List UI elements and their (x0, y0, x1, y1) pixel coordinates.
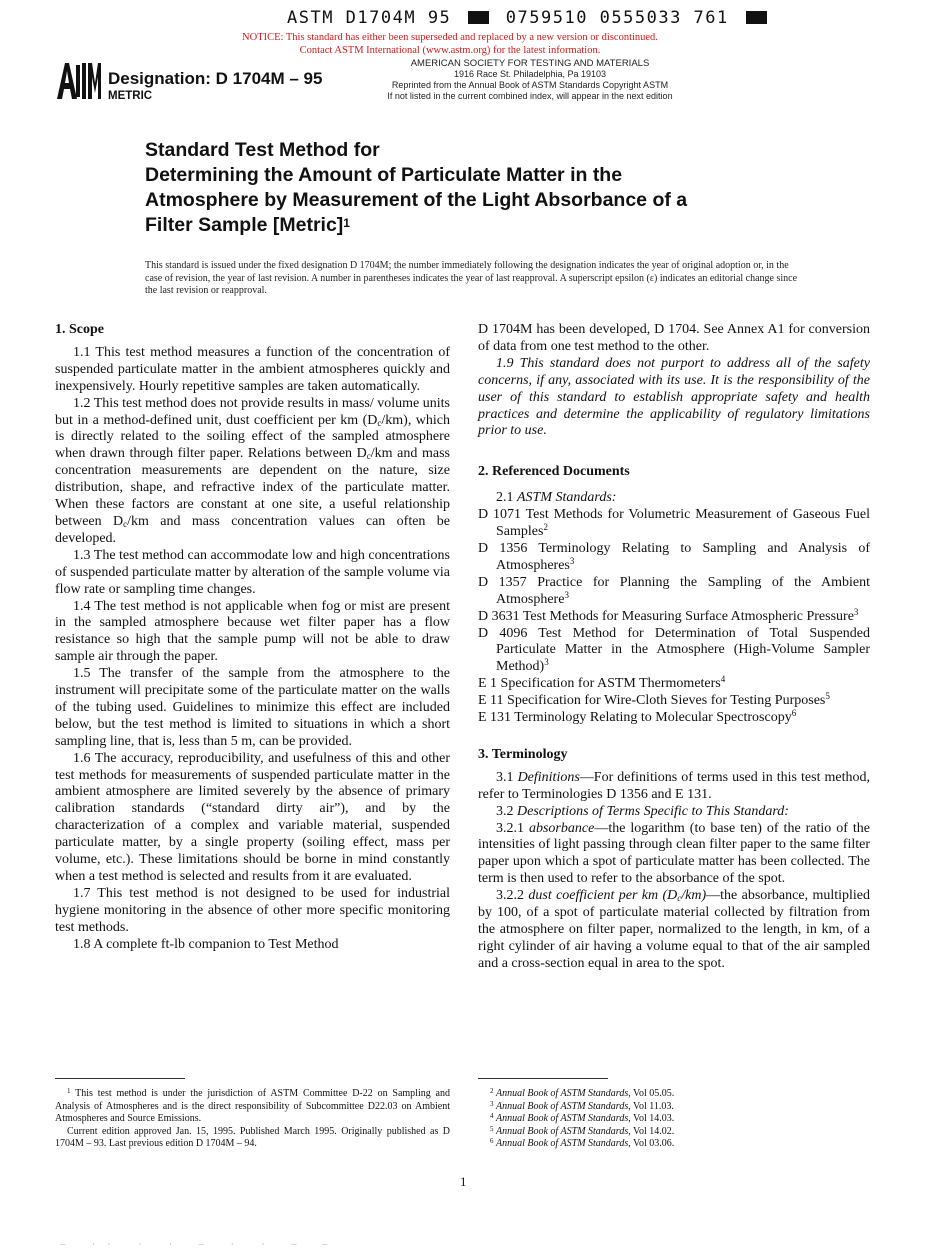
reference-item: D 4096 Test Method for Determination of Total Suspended Particulate Matter in the Atmosphere (High-Volume Sampler Method)$^3$ (478, 625, 870, 675)
footnote-3: $^3$ Annual Book of ASTM Standards, Vol 11.03. (490, 1099, 674, 1112)
title-footnote-mark: 1 (343, 216, 350, 230)
document-title (145, 138, 845, 238)
footnotes-right (490, 1088, 870, 1151)
paragraph-1-8-cont: D 1704M has been developed, D 1704. See Annex A1 for conversion of data from one test method to the other. (478, 322, 870, 354)
reference-item: D 1071 Test Methods for Volumetric Measurement of Gaseous Fuel Samples$^2$ (478, 507, 870, 540)
reference-item: D 1356 Terminology Relating to Sampling and Analysis of Atmospheres$^3$ (478, 540, 870, 573)
footnote-5: $^5$ Annual Book of ASTM Standards, Vol 14.02. (490, 1124, 675, 1137)
section-heading-references: 2. Referenced Documents (478, 464, 630, 480)
title-line-4 (145, 213, 845, 238)
paragraph-3-2: 3.2 Descriptions of Terms Specific to This Standard: (496, 803, 789, 819)
title-line-2: Determining the Amount of Particulate Matter in the (145, 164, 623, 186)
section-heading-terminology: 3. Terminology (478, 746, 568, 762)
paragraph-1-8: 1.8 A complete ft-lb companion to Test Method (73, 936, 339, 952)
metric-label: METRIC (108, 90, 153, 102)
paragraph-3-1: 3.1 Definitions—For definitions of terms used in this test method, refer to Terminologies D 1356 and E 131. (478, 769, 871, 802)
paragraph-1-9: 1.9 This standard does not purport to address all of the safety concerns, if any, associated with its use. It is the responsibility of the user of this standard to establish appropriate safety and health practices and determine the applicability of regulatory limitations prior to use. (478, 355, 870, 439)
section-heading-scope: 1. Scope (55, 322, 104, 337)
paragraph-1-4: 1.4 The test method is not applicable when fog or mist are present in the sampled atmosphere because wet filter paper has a flow resistance so high that the sample pump will not be able to draw sample air through the paper. (55, 598, 450, 665)
astm-logo-icon (55, 61, 101, 101)
left-column (55, 322, 450, 954)
footnote-6: $^6$ Annual Book of ASTM Standards, Vol 03.06. (490, 1137, 675, 1149)
paragraph-1-6: 1.6 The accuracy, reproducibility, and usefulness of this and other test methods for measurements of suspended particulate matter in the ambient atmosphere are limited severely by the absence of primary calibration standards (“standard dirty air”), and by the characterization of a complex and variable material, suspended particulate matter, by a single property (soiling effect, mass per volume, etc.). These limitations should be borne in mind constantly when a test method is selected and results from it are evaluated. (55, 750, 450, 884)
paragraph-3-2-2: 3.2.2 dust coefficient per km $(D_c/km)—the$ absorbance, multiplied by 100, of a spot of particulate material collected by filtration from the atmosphere on filter paper, normalized to the length, in km, of a right cylinder of air having a volume equal to that of the air sampled and a cross-section equal in area to the spot. (478, 888, 870, 971)
paragraph-1-2: 1.2 This test method does not provide results in mass/ volume units but in a method-defined unit, dust coefficient per km $(D_c/km)$, which is directly related to the soiling effect of the sampled atmosphere when drawn through filter paper. Relations between $D_c/km$ and mass concentration measurements are dependent on the nature, size distribution, shape, and refractive index of the particulate matter. When these factors are constant at one site, a useful relationship between $D_c/km$ and mass concentration values can often be developed. (55, 395, 450, 546)
designation: Designation: D 1704M – 95 (108, 69, 323, 88)
society-index-note: If not listed in the current combined index, will appear in the next edition (387, 91, 673, 101)
barcode-right-text: 0759510 0555033 761 (505, 8, 729, 28)
footnote-1-edition: Current edition approved Jan. 15, 1995. Published March 1995. Originally published as D 1704M – 93. Last previous edition D 1704M – 94. (55, 1125, 450, 1149)
title-line-3: Atmosphere by Measurement of the Light Absorbance of a (145, 189, 688, 211)
footnote-rule-left (55, 1078, 185, 1079)
footnote-1: $^1$ This test method is under the jurisdiction of ASTM Committee D-22 on Sampling and Analysis of Atmospheres and is the direct responsibility of Subcommittee D22.03 on Ambient Atmospheres and Source Emissions. (55, 1087, 450, 1124)
barcode-left-text: ASTM D1704M 95 (287, 8, 452, 28)
notice-line-2: Contact ASTM International (www.astm.org) for the latest information. (299, 45, 601, 56)
title-line-4-text: Filter Sample [Metric] (145, 214, 344, 236)
reference-item: D 3631 Test Methods for Measuring Surface Atmospheric Pressure$^3$ (478, 606, 859, 624)
paragraph-1-7: 1.7 This test method is not designed to be used for industrial hygiene monitoring in the absence of other more specific monitoring test methods. (55, 885, 450, 935)
society-name: AMERICAN SOCIETY FOR TESTING AND MATERIALS (410, 58, 650, 69)
reference-item: E 131 Terminology Relating to Molecular Spectroscopy$^6$ (478, 708, 797, 726)
society-address: 1916 Race St. Philadelphia, Pa 19103 (453, 69, 607, 79)
right-column (478, 322, 870, 973)
society-block (355, 58, 705, 102)
barcode-header (287, 8, 737, 28)
page-number: 1 (460, 1174, 467, 1189)
paragraph-1-1: 1.1 This test method measures a function of the concentration of suspended particulate matter in the ambient atmospheres quickly and inexpensively. Hourly repetitive samples are taken automatically. (55, 344, 450, 394)
reference-item: E 11 Specification for Wire-Cloth Sieves for Testing Purposes$^5$ (478, 691, 830, 709)
footnote-2: $^2$ Annual Book of ASTM Standards, Vol 05.05. (490, 1087, 675, 1099)
scan-artifact: — ·· · · — · · — — (60, 1240, 338, 1250)
reference-list (478, 507, 870, 727)
reference-item: E 1 Specification for ASTM Thermometers$^4$ (478, 674, 726, 692)
paragraph-3-2-1: 3.2.1 absorbance—the logarithm (to base ten) of the ratio of the intensities of light passing through clean filter paper to the same filter paper upon which a spot of particulate matter has been collected. The term is then used to refer to the absorbance of the spot. (478, 820, 871, 887)
society-reprint: Reprinted from the Annual Book of ASTM Standards Copyright ASTM (391, 80, 669, 90)
footnote-rule-right (478, 1078, 608, 1079)
footnote-4: $^4$ Annual Book of ASTM Standards, Vol 14.03. (490, 1112, 675, 1124)
title-line-1: Standard Test Method for (145, 139, 380, 161)
footnotes-left (55, 1088, 450, 1151)
paragraph-2-1: 2.1 ASTM Standards: (496, 490, 617, 506)
issued-note: This standard is issued under the fixed designation D 1704M; the number immediately following the designation indicates the year of original adoption or, in the case of revision, the year of last revision. A number in parentheses indicates the year of last reapproval. A superscript epsilon (ε) indicates an editorial change since the last revision or reapproval. (145, 260, 798, 296)
barcode-block (746, 11, 767, 24)
reference-item: D 1357 Practice for Planning the Sampling of the Ambient Atmosphere$^3$ (478, 574, 870, 607)
barcode-block (468, 11, 489, 24)
paragraph-1-5: 1.5 The transfer of the sample from the atmosphere to the instrument will precipitate some of the particulate matter on the walls of the tubing used. Guidelines to minimize this effect are included below, but the test method is limited to situations in which a short sampling line, that is, less than 5 m, can be provided. (55, 666, 450, 749)
notice-line-1: NOTICE: This standard has either been superseded and replaced by a new version or discontinued. (242, 32, 658, 43)
paragraph-1-3: 1.3 The test method can accommodate low and high concentrations of suspended particulate matter by alteration of the sample volume via flow rate or sampling time changes. (55, 547, 450, 597)
